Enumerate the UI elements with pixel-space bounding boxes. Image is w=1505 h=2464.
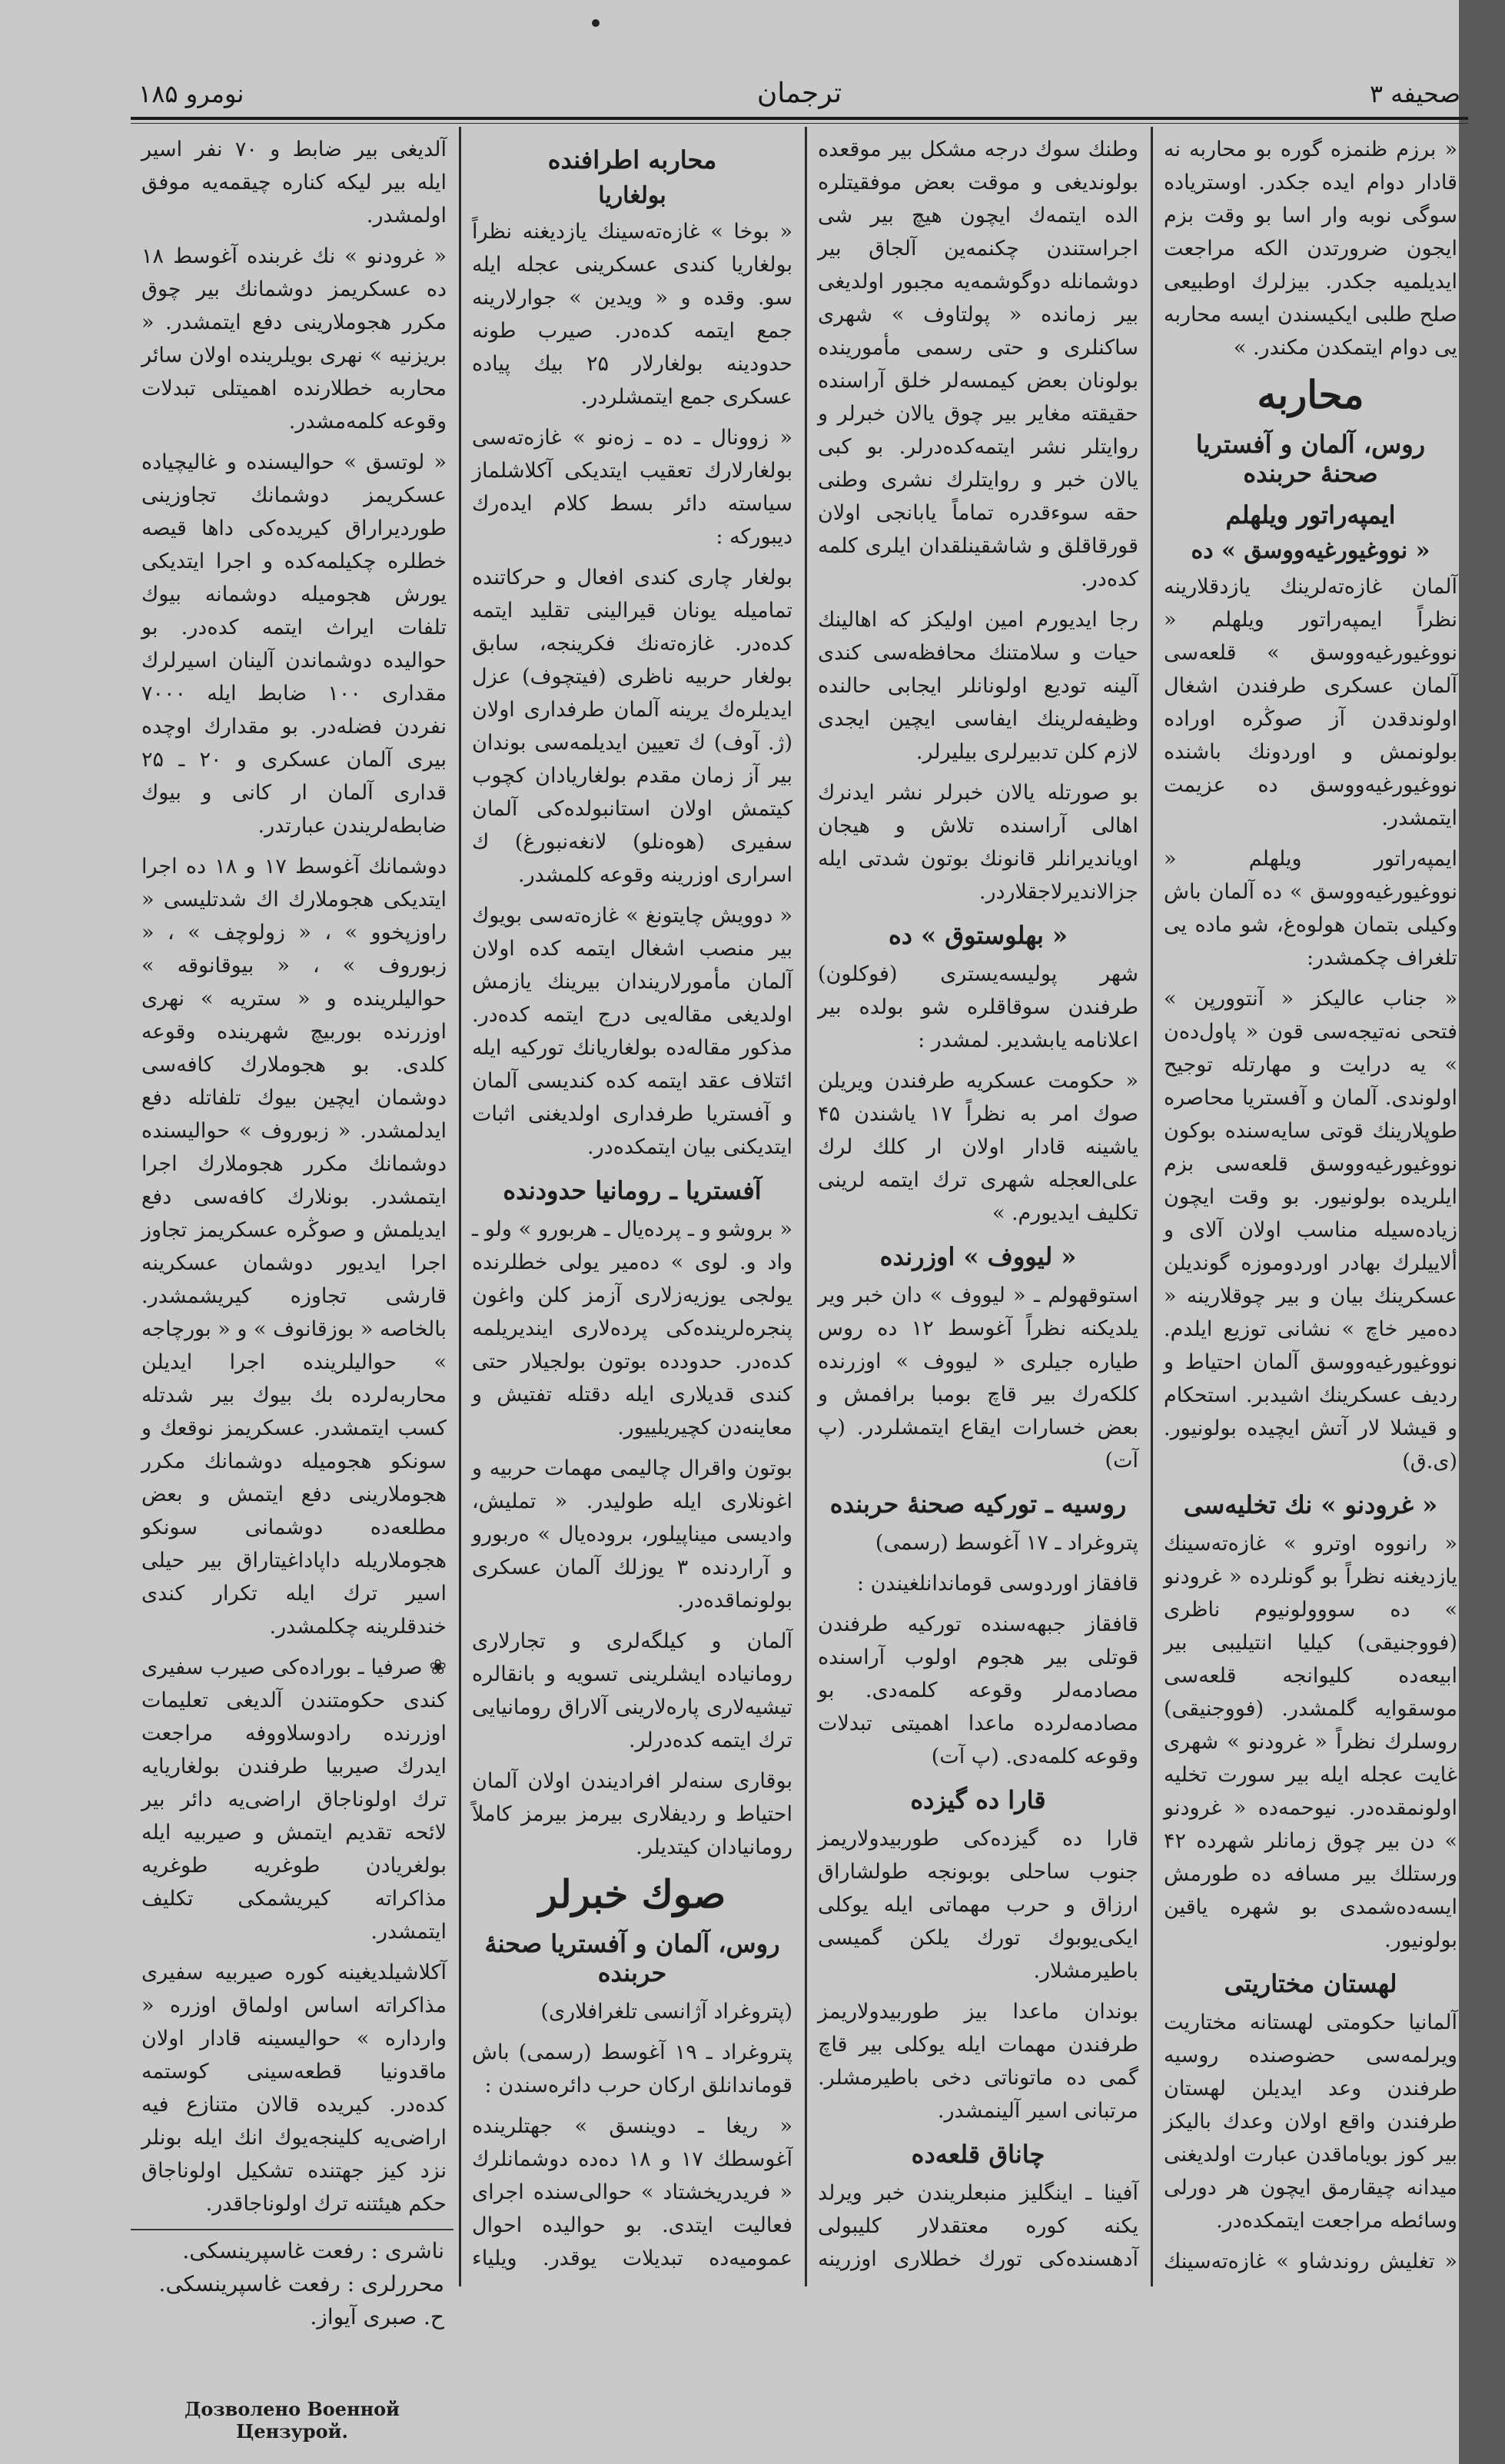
article-paragraph: قافقاز جبهه‌سنده تورکیه طرفندن قوتلی بیر هجوم اولوب آراسنده مصادمه‌لر وقوعه کلمه‌دی. بو مصادمه‌لرده ماعدا اهمیتی تبدلات وقوعه کلمه‌دی. (پ آت) <box>818 1612 1138 1768</box>
imprint <box>131 2229 453 2407</box>
page-number: صحیفه ۳ <box>1369 79 1460 108</box>
article-heading: آفستریا ـ رومانیا حدودنده <box>503 1176 762 1205</box>
article-heading: لهستان مختاریتی <box>1224 1969 1397 1998</box>
article-heading: بولغاریا <box>598 182 666 209</box>
article-heading: ایمپه‌راتور ویلهلم <box>1225 500 1396 530</box>
article-heading: صوك خبرلر <box>538 1871 726 1917</box>
article-paragraph: ❀ صرفیا ـ بوراده‌کی صیرب سفیری کندی حکومتندن آلدیغی تعلیمات اوزرنده رادوسلاووفه مراجعت ایدرك صیربیا طرفندن بولغاریایه ترك اولوناجاق اراضی‌یه دائر بیر لائحه تقدیم ایتمش و صیربیه ایله بولغریادن طوغریه طوغریه مذاکراته کیریشمکی تکلیف ایتمشدر. <box>141 1655 447 1944</box>
article-paragraph: پتروغراد ـ ۱۷ آغوسط (رسمی) <box>875 1531 1138 1555</box>
column-divider <box>459 127 461 2286</box>
article-heading: محاربه اطرافنده <box>547 145 717 174</box>
article-paragraph: آلدیغی بیر ضابط و ۷۰ نفر اسیر ایله بیر لیکه کناره چیقمه‌یه موفق اولمشدر. <box>141 138 447 227</box>
article-paragraph: « جناب عالیکز « آنتوورپن » فتحی نه‌تیجه‌سی قون « پاول‌ده‌ن » یه درایت و مهارتله توجیح اولوندی. آلمان و آفستریا محاصره طوپلارینك قوتی سایه‌سنده بوکون نووغیورغیه‌ووسق قلعه‌سی بزم ایلریده بولونیور. بو وقت ایچون زیاده‌سیله مناسب اولان آلای و ألاییلرك بهادر اوردوموزه گوندیلن عسکرینك بیان و بیر چوقلارینه « ده‌میر خاچ » نشانی توزیع ایلدم. نووغیورغیه‌ووسق آلمان احتیاط و ردیف عسکرینك اشیدبر. استحکام و قیشلا لار آتش ایچیده بولونیور. (ی.ق) <box>1164 987 1457 1473</box>
editors-line <box>140 2271 444 2296</box>
column-4 <box>131 127 457 2217</box>
article-paragraph: آلمان غازه‌ته‌لرینك یازدقلارینه نظراً ایمپه‌راتور ویلهلم « نووغیورغیه‌ووسق » قلعه‌سی آلمان عسکری طرفندن اشغال اولوندقدن آز صوڭره اوراده بولونمش و اوردونك باشنده نووغیورغیه‌ووسق ده عزیمت ایتمشدر. <box>1164 575 1457 830</box>
article-heading: چاناق قلعه‌ده <box>911 2140 1045 2169</box>
article-paragraph: « تغلیش روندشاو » غازه‌ته‌سینك <box>1164 2250 1457 2273</box>
article-paragraph: « حکومت عسکریه طرفندن ویریلن صوك امر به نظراً ۱۷ یاشندن ۴۵ یاشینه قادار اولان ار کلك لرك علی‌العجله شهری ترك ایتمه لرینی تکلیف ایدیورم. » <box>818 1069 1138 1225</box>
article-paragraph: قافقاز اوردوسی قوماندانلغیندن : <box>856 1572 1138 1596</box>
article-paragraph: آلمان و کیلگه‌لری و تجارلاری رومانیاده ایشلرینی تسویه و بانقالره تیشیه‌لاری پارەلارینی آلاراق رومانیایی ترك ایتمه کده‌درلر. <box>472 1629 792 1752</box>
article-paragraph: پتروغراد ـ ۱۹ آغوسط (رسمی) باش قوماندانلق ارکان حرب دائره‌سندن : <box>472 2041 792 2097</box>
article-paragraph: « ریغا ـ دوینسق » جهتلرینده آغوسطك ۱۷ و ۱۸ ده‌ده دوشمانلرك « فریدریخشتاد » حوالی‌سنده اجرای فعالیت ایتدی. بو حوالیده احوال عمومیه‌ده تبدیلات یوقدر. ویلیاء <box>472 2114 792 2270</box>
editors-line-2 <box>140 2304 444 2330</box>
article-paragraph: استوقهولم ـ « لیووف » دان خبر ویر یلدیکنه نظراً آغوسط ۱۲ ده روس طیاره جیلری « لیووف » اوزرنده کلکه‌رك بیر قاچ بومبا برافمش و بعض خسارات ایقاع ایتمشلردر. (پ آت) <box>818 1283 1139 1473</box>
article-paragraph: آکلاشیلدیغینه کوره صیربیه سفیری مذاکراته اساس اولماق اوزره « وارداره » حوالیسینه قادار اولان ماقدونیا قطعه‌سینی کوستمه کده‌در. کیریده قالان متنازع فیه اراضی‌یه کلینجه‌یوك انك ایله بونلر نزد کیز جهتنده تشکیل اولوناجاق حکم هیئتنه ترك اولوناجاقدر. <box>141 1961 447 2216</box>
column-divider <box>1151 127 1153 2286</box>
article-heading: روس، آلمان و آفستریا صحنهٔ حربنده <box>484 1929 780 1987</box>
article-paragraph: آفینا ـ اینگلیز منبعلریندن خبر ویرلد یکنه کوره معتقدلار کلیبولی آدهسنده‌کی تورك خطلاری اوزرینه <box>818 2181 1138 2271</box>
article-paragraph: « بروشو و ـ پرده‌یال ـ هربورو » ولو ـ واد و. لوی » ده‌میر یولی خطلرنده یولجی یوزیه‌زلاری آزمز کلن واغون پنجره‌لرینده‌کی پرده‌لاری ایندیریلمه کده‌در. حدودده بوتون بولجیلار حتی کندی قدیلاری ایله دقتله تفتیش و معاینه‌دن کچیریلییور. <box>472 1217 792 1440</box>
editor-two: ح. صبری آیواز. <box>310 2304 444 2330</box>
ink-dot <box>592 19 600 27</box>
article-paragraph: « بوخا » غازه‌ته‌سینك یازدیغنه نظراً بولغاریا کندی عسکرینی عجله ایله سو. وقده و « ویدین » جوارلارینه جمع ایتمه کده‌در. صیرب طونه حدودینه بولغارلار ۲۵ بیك پیاده عسکری جمع ایتمشلردر. <box>472 220 792 409</box>
article-heading: « لیووف » اوزرنده <box>879 1242 1077 1271</box>
publisher-name: رفعت غاسپرینسکی. <box>182 2238 364 2263</box>
column-1 <box>1153 127 1468 2279</box>
article-heading: روس، آلمان و آفستریا صحنهٔ حربنده <box>1195 430 1426 488</box>
column-divider <box>805 127 807 2286</box>
article-paragraph: « غرودنو » نك غربنده آغوسط ۱۸ ده عسکریمز دوشمانك بیر چوق مکرر هجوملارینی دفع ایتمشدر. « بریزنیه » نهری بویلرینده اولان سائر محاربه خطلارنده اهمیتلی تبدلات وقوعه کلمه‌مشدر. <box>141 244 447 433</box>
publisher-label: ناشری : <box>370 2238 444 2263</box>
article-paragraph: وطنك سوك درجه مشكل بیر موقعده بولوندیغی و موقت بعض موفقیتلره الده ایتمه‌ك ایچون هیچ بیر شی اجراستندن چکنمه‌ین آلجاق بیر دوشمانله دوگوشمه‌یه مجبور اولدیغی بیر زمانده « پولتاوف » شهری ساکنلری و حتی رسمی مأمورینده بولونان بعض کیمسه‌لر خلق آراسنده حقیقته مغایر بیر چوق یالان خبرلر و روایتلر نشر ایتمه‌كده‌درلر. بو کبی یالان خبر و روایتلرك نشری وطنی حقه سوءقدره تماماً یابانجی اولان قورقاقلق و شاشقینلقدان ایلری کلمه کده‌در. <box>818 138 1138 591</box>
article-paragraph: « لوتسق » حوالیسنده و غالیچیاده عسکریمز دوشمانك تجاوزینی طوردیراراق کیریده‌کی داها قیصه خطلره چکیلمه‌کده و اجرا ایتدیکی یورش هجومیله دوشمانه بیوك تلفات ایراث ایتمه کده‌در. بو حوالیده دوشماندن آلینان اسیرلرك مقداری ۱۰۰ ضابط ایله ۷۰۰۰ نفردن فضله‌در. بو مقدارك اوچده بیری آلمان عسکری و ۲۰ ـ ۲۵ قداری آلمان ار کانی و بیوك ضابطه‌لریندن عبارتدر. <box>141 450 447 838</box>
article-paragraph: ایمپه‌راتور ویلهلم « نووغیورغیه‌ووسق » ده آلمان باش وکیلی بتمان هولوه‌غ، شو ماده یی تلغراف چکمشدر: <box>1164 847 1457 970</box>
article-paragraph: بوقاری سنه‌لر افرادیندن اولان آلمان احتیاط و ردیفلاری بیرمز بیرمز کاملاً رومانیادان کیتدیلر. <box>472 1769 792 1859</box>
paper-name: ترجمان <box>756 78 842 109</box>
article-paragraph: (پتروغراد آژانسی تلغرافلاری) <box>540 2000 792 2024</box>
column-3 <box>461 127 803 2279</box>
top-rule <box>131 117 1468 120</box>
article-heading: « بهلوستوق » ده <box>888 921 1068 950</box>
editors-label: محررلری : <box>347 2271 444 2296</box>
article-paragraph: آلمانیا حکومتی لهستانه مختاریت ویرلمه‌سی حضوصنده روسیه طرفندن وعد ایدیلن لهستان طرفندن واقع اولان وعدك بالیكز بیر کوز بویاماقدن عبارت اولدیغنی میدانه چیقارمق ایچون هر دورلی وسائطه مراجعت ایتمکده‌در. <box>1164 2011 1457 2233</box>
article-paragraph: بوندان ماعدا بیز طوربیدولاریمز طرفندن مهمات ایله یوکلی بیر قاچ گمی ده ماتوناتی دخی باطیرمشلر. مرتبانی اسیر آلینمشدر. <box>818 2000 1138 2123</box>
censor-note: Дозволено Военной Цензурой. <box>184 2398 400 2442</box>
top-rule-thin <box>131 123 1468 124</box>
article-heading: « نووغیورغیه‌ووسق » ده <box>1191 537 1430 564</box>
article-paragraph: شهر پولیسه‌یستری (فوکلون) طرفندن سوقاقلره شو بولده بیر اعلانامه یابشدیر. لمشدر : <box>818 962 1138 1052</box>
editor-one: رفعت غاسپرینسکی. <box>158 2271 341 2296</box>
article-paragraph: بو صورتله یالان خبرلر نشر ایدنرك اهالی آراسنده تلاش و هیجان اویاندیرانلر قانونك بوتون شدتی ایله جزالاندیرلاجقلاردر. <box>818 781 1138 904</box>
article-paragraph: رجا ایدیورم امین اولیکز که اهالینك حیات و سلامتنك محافظه‌سی کندی آلینه توديع اولونانلر ایجابی حالنده وظیفه‌لرینك ایفاسی ایچین ایجدی لازم کلن تدبیرلری بیلیرلر. <box>818 608 1138 764</box>
article-paragraph: بوتون واقرال چالیمی مهمات حربیه و اغونلاری ایله طولیدر. « تملیش، وادیسی میناپیلور، بروده‌یال » ه‌ربورو و آراردنده ۳ یوزلك آلمان عسکری بولونماقده‌در. <box>472 1456 793 1612</box>
article-paragraph: قارا ده گیزده‌کی طوربیدولاریمز جنوب ساحلی بوبونجه طولشاراق ارزاق و حرب مهماتی ایله یوکلی ایکی‌یوبوك تورك یلکن گمیسی باطیرمشلار. <box>818 1827 1138 1983</box>
article-heading: قارا ده گیزده <box>910 1785 1046 1815</box>
article-heading: « غرودنو » نك تخلیه‌سی <box>1183 1490 1438 1519</box>
article-paragraph: « زوونال ـ ده ـ زه‌نو » غازه‌ته‌سی بولغارلارك تعقیب ایتدیکی آکلاشلماز سیاسته دائر بسط کلام ایده‌رك دیبورکه : <box>472 426 792 549</box>
article-paragraph: دوشمانك آغوسط ۱۷ و ۱۸ ده اجرا ایتدیکی هجوملارك اك شدتلیسی « راوزپخوو » ، « زولوچف » ، « زبوروف » ، « بیوقانوقه » حوالیلرینده و « ستریه » نهری اوزرنده بوربیچ شهرینده وقوعه کلدی. بو هجوملارك کافه‌سی دوشمان ایچین بیوك تلفاتله دفع ایدلمشدر. « زبوروف » حوالیسنده دوشمانك مکرر هجوملارك اجرا ایتمشدر. بونلارك کافه‌سی دفع ایدیلمش و صوڭره عسکریمز تجاوز اجرا ایدیور دوشمان عسکرینه قارشی تجاوزه کیریشمشدر. بالخاصه « بوزقانوف » و « بورچاجه » حوالیلرینده اجرا ایدیلن محاربه‌لرده بك بیوك بیر شدتله کسب ایتمشدر. عسکریمز نوقعك و سونکو هجومیله دوشمانك مکرر هجوملارینی دفع ایتمش و بعض مطلعه‌ده دوشمانی سونکو هجوملاریله داپاداغیتاراق بیر حیلی اسیر ترك ایله تکرار کندی خندقلرینه چکلمشدر. <box>141 855 447 1639</box>
article-heading: محاربه <box>1257 372 1364 417</box>
article-paragraph: بولغار چاری کندی افعال و حرکاتنده تمامیله یونان قیرالینی تقلید ایتمه کده‌در. غازه‌ته‌نك فکرینجه، سابق بولغار حربیه ناظری (فیتچوف) عزل ایدیلره‌ك یرینه آلمان طرفداری اولان (ژ. آوف) ك تعیین ایدیلمه‌سی بوندان بیر آز زمان مقدم بولغاریادان کچوب کیتمش اولان استانبولده‌کی آلمان سفیری (هوه‌نلو) لانغه‌نبورغ) ك اسراری اوزرینه وقوعه کلمشدر. <box>472 566 792 887</box>
column-2 <box>807 127 1149 2279</box>
article-paragraph: « برزم ظنمزه گوره بو محاربه نه قادار دوام ایده جکدر. اوستریاده سوگی نوبه وار اسا بو وقت بزم ایجون ضرورتدن الکه مراجعت ایدیلمیه جکدر. بیزلرك اوطبیعی صلح طلبی ایکیسندن ایسه محاربه یی دوام ایتمکدن مكندر. » <box>1164 138 1457 360</box>
article-paragraph: « دوویش چایتونغ » غازه‌ته‌سی بویوك بیر منصب اشغال ایتمه کده اولان آلمان مأمورلاریندان بیرینك یازمش اولدیغی مقاله‌یی درج ایتمه کده‌در. مذکور مقاله‌ده بولغاریانك تورکیه ایله ائتلاف عقد ایتمه کده کندیسی آلمان و آفستریا طرفداری اولدیغنی اثبات ایتدیکنی بیان ایتمکده‌در. <box>472 904 792 1159</box>
article-heading: روسیه ـ تورکیه صحنهٔ حربنده <box>829 1489 1127 1519</box>
publisher-line <box>140 2238 444 2263</box>
masthead <box>131 73 1468 119</box>
issue-number: نومرو ۱۸۵ <box>138 79 244 108</box>
article-paragraph: « رانووه اوترو » غازه‌ته‌سینك یازدیغنه نظراً بو گونلرده « غرودنو » ده سووولونیوم ناظری (فووجنیقی) کیلیا انتیلیبی بیر ابیعه‌ده کلیوانجه قلعه‌سی موسقوایه گلمشدر. (فووجنیقی) روسلرك نظراً « غرودنو » شهری غایت عجله ایله بیر سورت تخلیه اولونمقده‌در. نیوحمه‌ده « غرودنو » دن بیر چوق زمانلر شهرده ۴۲ ورستلك بیر مسافه ده طورمش ایسه‌ده‌شمدی بو شهره یاقین بولونیور. <box>1164 1532 1457 1952</box>
